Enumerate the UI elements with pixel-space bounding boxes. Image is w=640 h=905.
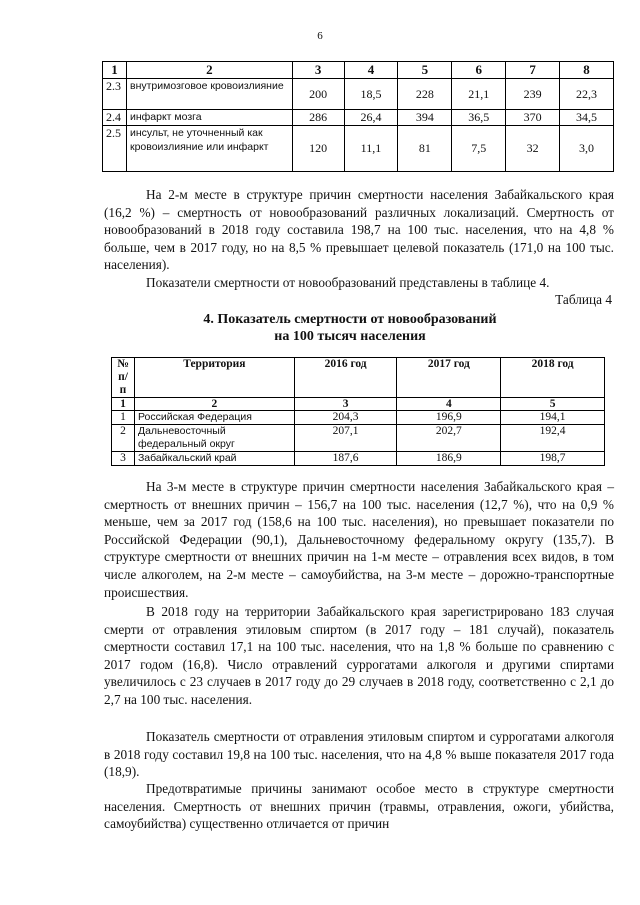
paragraph-poisoning-rate: Показатель смертности от отравления этиловым спиртом и суррогатами алкоголя в 2018 году составил 19,8 на 100 тыс. населения, что на 4,8 % выше показателя 2017 года (18,9).: [104, 729, 614, 780]
table4-header: № п/п: [112, 358, 135, 398]
table3-cell-value: 120: [292, 126, 344, 172]
paragraph-neoplasm-mortality: На 2-м месте в структуре причин смертности населения Забайкальского края (16,2 %) – смертность от новообразований различных локализаций. Смертность от новообразований в 2018 году составила 198,7 на 100 тыс. населения, что на 4,8 % больше, чем в 2017 году, но на 8,5 % превышает целевой показатель (171,0 на 100 тыс. населения).: [104, 187, 614, 273]
paragraph-table4-reference: Показатели смертности от новообразований представлены в таблице 4.: [146, 275, 550, 290]
paragraph-preventable-causes: Предотвратимые причины занимают особое место в структуре смертности населения. Смертность от внешних причин (травмы, отравления, ожоги, убийства, самоубийства) существенно отличается от причин: [104, 781, 614, 832]
table3-header: 7: [506, 62, 560, 79]
table3-cell-name: внутримозговое кровоизлияние: [126, 79, 292, 110]
table3-cell-value: 239: [506, 79, 560, 110]
table3-cell-value: 200: [292, 79, 344, 110]
table4-cell-value: 202,7: [397, 425, 501, 452]
table-row: [103, 126, 614, 172]
table3-cell-value: 394: [398, 110, 452, 126]
table3-cell-value: 26,4: [344, 110, 398, 126]
table4-title-line1: 4. Показатель смертности от новообразований: [203, 312, 497, 327]
table3-cell-value: 32: [506, 126, 560, 172]
table3-header: 8: [560, 62, 614, 79]
table3-cell-value: 7,5: [452, 126, 506, 172]
table3-cell-value: 21,1: [452, 79, 506, 110]
table-row: [103, 110, 614, 126]
table4-cell-value: 186,9: [397, 452, 501, 466]
table3-cell-value: 18,5: [344, 79, 398, 110]
table4-index-cell: 4: [397, 398, 501, 411]
table3-cell-value: 370: [506, 110, 560, 126]
table4-cell-value: 204,3: [294, 411, 397, 425]
table-row: [112, 425, 605, 452]
table3-cell-value: 11,1: [344, 126, 398, 172]
table3-cell-value: 36,5: [452, 110, 506, 126]
table4-index-cell: 1: [112, 398, 135, 411]
table3-cell-no: 2.4: [103, 110, 127, 126]
table4-index-cell: 3: [294, 398, 397, 411]
table4-cell-value: 198,7: [501, 452, 605, 466]
table4-label: Таблица 4: [555, 292, 612, 307]
table4-cell-name: Российская Федерация: [134, 411, 294, 425]
table3-cell-value: 228: [398, 79, 452, 110]
table4-header: 2017 год: [397, 358, 501, 398]
table3-cell-no: 2.5: [103, 126, 127, 172]
table3-cell-no: 2.3: [103, 79, 127, 110]
table3-header: 5: [398, 62, 452, 79]
table4-cell-value: 187,6: [294, 452, 397, 466]
table3-cell-name: инфаркт мозга: [126, 110, 292, 126]
table3-header: 4: [344, 62, 398, 79]
table4-header: 2018 год: [501, 358, 605, 398]
table-row: [103, 79, 614, 110]
table-4: [111, 357, 605, 466]
table4-cell-value: 196,9: [397, 411, 501, 425]
table4-header: 2016 год: [294, 358, 397, 398]
table4-title-line2: на 100 тысяч населения: [274, 329, 426, 344]
table3-header: 6: [452, 62, 506, 79]
table3-header: 1: [103, 62, 127, 79]
table4-index-cell: 5: [501, 398, 605, 411]
table3-cell-value: 3,0: [560, 126, 614, 172]
paragraph-alcohol-poisoning: В 2018 году на территории Забайкальского края зарегистрировано 183 случая смерти от отравления этиловым спиртом (в 2017 году – 181 случай), показатель смертности составил 17,1 на 100 тыс. населения, что на 1,8 % больше по сравнению с 2017 годом (16,8). Число отравлений суррогатами алкоголя и другими спиртами увеличилось с 23 случаев в 2017 году до 29 случаев в 2018 году, соответственно с 2,1 до 2,7 на 100 тыс. населения.: [104, 604, 614, 707]
table-row: [112, 411, 605, 425]
table4-index-cell: 2: [134, 398, 294, 411]
paragraph-external-causes: На 3-м месте в структуре причин смертности населения Забайкальского края – смертность от внешних причин – 156,7 на 100 тыс. населения (12,7 %), что на 0,9 % меньше, чем за 2017 год (158,6 на 100 тыс. населения), но превышает показатели по Российской Федерации (90,1), Дальневосточному федеральному округу (135,7). В структуре смертности от внешних причин на 1-м месте – отравления всех видов, в том числе алкоголем, на 2-м месте – самоубийства, на 3-м месте – дорожно-транспортные происшествия.: [104, 479, 614, 600]
table4-cell-name: Забайкальский край: [134, 452, 294, 466]
table4-header: Территория: [134, 358, 294, 398]
table4-cell-value: 207,1: [294, 425, 397, 452]
table3-cell-value: 286: [292, 110, 344, 126]
page-number: 6: [317, 30, 323, 42]
table-row: [112, 452, 605, 466]
table4-cell-no: 3: [112, 452, 135, 466]
table4-cell-no: 2: [112, 425, 135, 452]
table-3-continued: [102, 61, 614, 172]
table3-cell-name: инсульт, не уточненный как кровоизлияние или инфаркт: [126, 126, 292, 172]
table3-cell-value: 22,3: [560, 79, 614, 110]
table3-header: 3: [292, 62, 344, 79]
table3-header: 2: [126, 62, 292, 79]
table4-cell-name: Дальневосточный федеральный округ: [134, 425, 294, 452]
table4-cell-value: 192,4: [501, 425, 605, 452]
table3-cell-value: 34,5: [560, 110, 614, 126]
table4-cell-value: 194,1: [501, 411, 605, 425]
table3-cell-value: 81: [398, 126, 452, 172]
table4-cell-no: 1: [112, 411, 135, 425]
